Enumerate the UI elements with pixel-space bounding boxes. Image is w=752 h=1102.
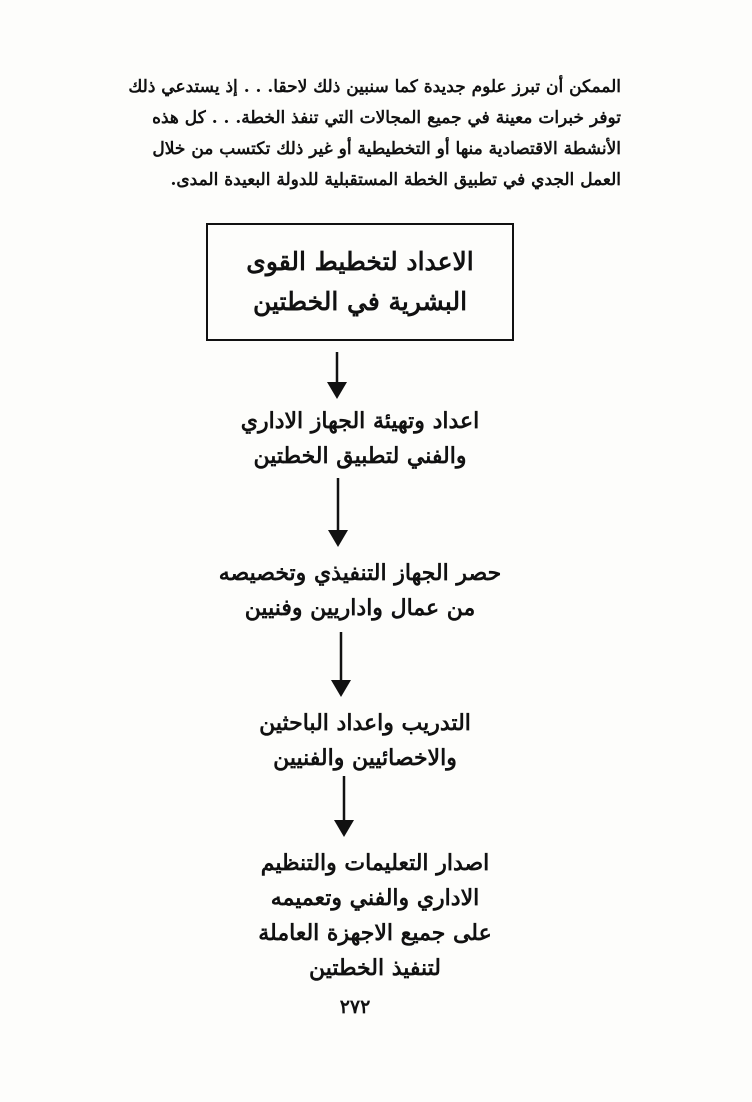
- step-4-line-1: اصدار التعليمات والتنظيم: [260, 850, 490, 876]
- flowchart-title-line-2: البشرية في الخطتين: [252, 287, 468, 316]
- flowchart-step-1: [200, 404, 520, 474]
- flowchart-step-3: [210, 706, 520, 776]
- step-3-line-1: التدريب واعداد الباحثين: [259, 710, 471, 736]
- flowchart-step-4: [220, 846, 530, 986]
- step-2-line-1: حصر الجهاز التنفيذي وتخصيصه: [218, 560, 502, 586]
- paragraph-line: الممكن أن تبرز علوم جديدة كما سنبين ذلك لاحقا. . . إذ يستدعي ذلك: [128, 77, 621, 97]
- flowchart-title-box: [206, 223, 514, 341]
- paragraph-line: الأنشطة الاقتصادية منها أو التخطيطية أو غير ذلك تكتسب من خلال: [152, 139, 621, 159]
- page-number: ٢٧٢: [339, 996, 371, 1018]
- step-1-line-2: والفني لتطبيق الخطتين: [253, 443, 467, 469]
- flowchart-step-2: [200, 556, 520, 626]
- down-arrow-icon: [326, 478, 350, 548]
- body-paragraph: [86, 72, 621, 196]
- step-4-line-2: الاداري والفني وتعميمه: [270, 885, 480, 911]
- down-arrow-icon: [325, 352, 349, 400]
- step-1-line-1: اعداد وتهيئة الجهاز الاداري: [240, 408, 480, 434]
- step-4-line-3: على جميع الاجهزة العاملة: [258, 920, 492, 946]
- step-4-line-4: لتنفيذ الخطتين: [308, 955, 442, 981]
- down-arrow-icon: [329, 632, 353, 698]
- paragraph-line: توفر خبرات معينة في جميع المجالات التي تنفذ الخطة. . . كل هذه: [152, 108, 621, 128]
- flowchart-title-line-1: الاعداد لتخطيط القوى: [246, 247, 474, 276]
- step-2-line-2: من عمال واداريين وفنيين: [244, 595, 476, 621]
- step-3-line-2: والاخصائيين والفنيين: [273, 745, 457, 771]
- down-arrow-icon: [332, 776, 356, 838]
- paragraph-line: العمل الجدي في تطبيق الخطة المستقبلية للدولة البعيدة المدى.: [170, 170, 621, 190]
